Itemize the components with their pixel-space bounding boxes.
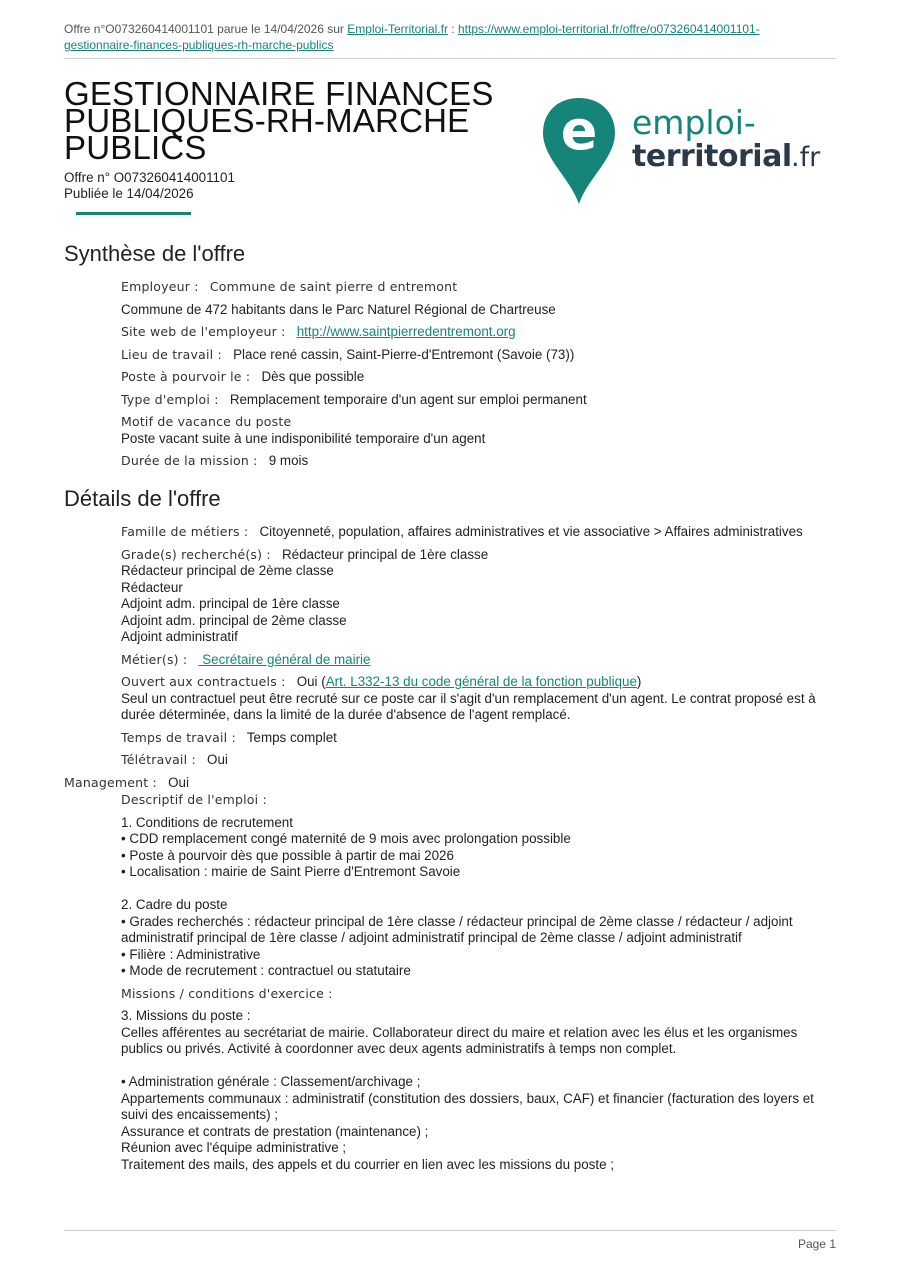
site-link[interactable]: Emploi-Territorial.fr	[347, 22, 448, 36]
emploi-territorial-logo	[540, 96, 830, 206]
website-label: Site web de l'employeur :	[121, 324, 286, 339]
grade-item: Rédacteur principal de 1ère classe	[281, 546, 489, 562]
type-value: Remplacement temporaire d'un agent sur emploi permanent	[229, 391, 587, 407]
descriptif-section	[121, 792, 836, 1173]
missions-line: 3. Missions du poste :	[121, 1008, 251, 1023]
employer-website-link[interactable]: http://www.saintpierredentremont.org	[296, 324, 516, 339]
missions-label: Missions / conditions d'exercice :	[121, 985, 333, 1001]
famille-value: Citoyenneté, population, affaires administratives et vie associative > Affaires administratives	[259, 524, 803, 539]
employeur-value: Commune de saint pierre d entremont	[209, 279, 458, 294]
publication-date: Publiée le 14/04/2026	[64, 186, 194, 201]
teletravail-row	[121, 752, 836, 769]
logo-fr-text: .fr	[791, 142, 821, 173]
descriptif-line: 2. Cadre du poste	[121, 897, 228, 912]
grades-row	[121, 547, 836, 646]
descriptif-spacer	[121, 881, 836, 898]
lieu-label: Lieu de travail :	[121, 346, 222, 362]
details-section	[121, 524, 836, 775]
offer-number: Offre n° O073260414001101	[64, 170, 235, 185]
grade-item: Adjoint adm. principal de 1ère classe	[121, 596, 340, 611]
logo-emploi-text: emploi-	[632, 103, 756, 142]
employeur-row	[121, 279, 836, 296]
title-underline	[76, 212, 191, 215]
famille-row	[121, 524, 836, 541]
missions-line: Assurance et contrats de prestation (maintenance) ;	[121, 1123, 429, 1139]
contractuels-label: Ouvert aux contractuels :	[121, 674, 286, 689]
descriptif-line: • CDD remplacement congé maternité de 9 mois avec prolongation possible	[121, 831, 571, 846]
synthese-section	[121, 279, 836, 476]
type-label: Type d'emploi :	[121, 391, 219, 407]
descriptif-line: • Grades recherchés : rédacteur principal de 1ère classe / rédacteur principal de 2ème classe / rédacteur / adjoint administratif principal de 1ère classe / adjoint administratif principal de 2ème classe / adjoint administratif	[121, 913, 793, 945]
contractuels-suffix: )	[636, 674, 642, 689]
missions-line: • Administration générale : Classement/archivage ;	[121, 1074, 421, 1089]
motif-label: Motif de vacance du poste	[121, 414, 292, 429]
descriptif-line: • Filière : Administrative	[121, 946, 261, 962]
descriptif-line: • Localisation : mairie de Saint Pierre d'Entremont Savoie	[121, 864, 461, 879]
synthese-heading: Synthèse de l'offre	[64, 241, 246, 266]
duree-row	[121, 453, 836, 470]
motif-row	[121, 414, 836, 447]
missions-line: Celles afférentes au secrétariat de mairie. Collaborateur direct du maire et relation avec les élus et les organismes publics ou privés. Activité à coordonner avec deux agents administratifs à temps non complet.	[121, 1024, 798, 1056]
missions-line: Réunion avec l'équipe administrative ;	[121, 1140, 347, 1155]
employeur-description: Commune de 472 habitants dans le Parc Naturel Régional de Chartreuse	[121, 301, 556, 317]
page-number: Page 1	[797, 1237, 836, 1251]
metier-link[interactable]: Secrétaire général de mairie	[202, 651, 371, 667]
management-value: Oui	[168, 775, 189, 790]
descriptif-label: Descriptif de l'emploi :	[121, 792, 267, 807]
type-row	[121, 392, 836, 409]
descriptif-line: 1. Conditions de recrutement	[121, 814, 293, 830]
grade-item: Adjoint administratif	[121, 629, 238, 644]
temps-value: Temps complet	[246, 729, 337, 745]
footer-divider	[64, 1230, 836, 1231]
descriptif-line: • Poste à pourvoir dès que possible à partir de mai 2026	[121, 847, 454, 863]
poste-value: Dès que possible	[261, 369, 365, 384]
management-label: Management :	[64, 775, 157, 790]
management-row	[64, 775, 189, 792]
grade-item: Adjoint adm. principal de 2ème classe	[121, 612, 347, 628]
lieu-row	[121, 347, 836, 364]
offer-url-link[interactable]: https://www.emploi-territorial.fr/offre/o073260414001101-gestionnaire-finances-publiques-rh-marche-publics	[64, 22, 760, 52]
teletravail-label: Télétravail :	[121, 752, 196, 767]
offer-header-line	[64, 21, 804, 53]
offer-header-text: Offre n°O073260414001101 parue le 14/04/2026 sur	[64, 22, 344, 36]
header-separator: :	[451, 22, 455, 36]
grades-label: Grade(s) recherché(s) :	[121, 546, 271, 562]
missions-line: Appartements communaux : administratif (constitution des dossiers, baux, CAF) et financier (facturation des loyers et suivi des encaissements) ;	[121, 1090, 814, 1122]
lieu-value: Place rené cassin, Saint-Pierre-d'Entremont (Savoie (73))	[233, 346, 575, 362]
motif-value: Poste vacant suite à une indisponibilité temporaire d'un agent	[121, 430, 486, 446]
website-row	[121, 324, 836, 341]
duree-value: 9 mois	[268, 453, 309, 468]
famille-label: Famille de métiers :	[121, 524, 249, 539]
metier-label: Métier(s) :	[121, 651, 188, 667]
code-article-link[interactable]: Art. L332-13 du code général de la fonction publique	[325, 674, 637, 689]
missions-line: Traitement des mails, des appels et du courrier en lien avec les missions du poste ;	[121, 1156, 614, 1172]
teletravail-value: Oui	[207, 752, 228, 767]
logo-territorial-text: territorial	[632, 139, 792, 174]
contractuels-description: Seul un contractuel peut être recruté sur ce poste car il s'agit d'un remplacement d'un agent. Le contrat proposé est à durée déterminée, dans la limité de la durée d'absence de l'agent remplacé.	[121, 690, 816, 722]
missions-spacer	[121, 1058, 836, 1075]
duree-label: Durée de la mission :	[121, 453, 258, 468]
logo-letter: e	[560, 99, 598, 162]
grade-item: Rédacteur	[121, 579, 183, 595]
header-divider	[64, 58, 836, 59]
contractuels-prefix: Oui (	[296, 674, 326, 689]
grade-item: Rédacteur principal de 2ème classe	[121, 563, 334, 578]
poste-row	[121, 369, 836, 386]
metier-row	[121, 652, 836, 669]
offer-meta	[64, 170, 235, 202]
employeur-label: Employeur :	[121, 279, 199, 294]
page-title: GESTIONNAIRE FINANCES PUBLIQUES-RH-MARCHE PUBLICS	[64, 75, 494, 166]
contractuels-row	[121, 674, 836, 724]
temps-label: Temps de travail :	[121, 729, 236, 745]
poste-label: Poste à pourvoir le :	[121, 369, 251, 384]
details-heading: Détails de l'offre	[64, 486, 221, 511]
descriptif-line: • Mode de recrutement : contractuel ou statutaire	[121, 963, 411, 978]
temps-row	[121, 730, 836, 747]
